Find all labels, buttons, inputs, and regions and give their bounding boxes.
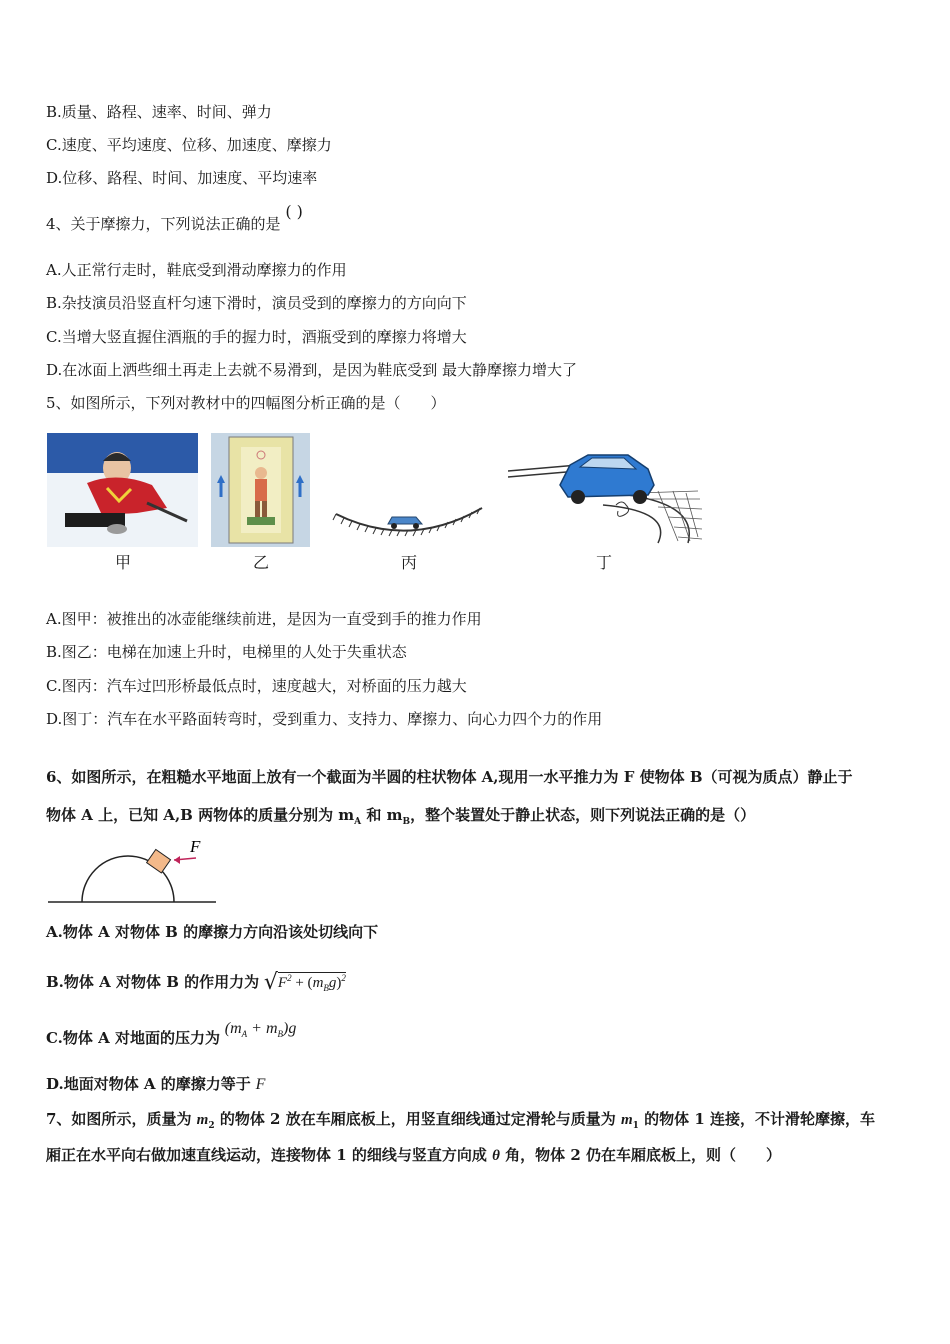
formula-exp2: 2 (341, 973, 346, 983)
q3-option-c: C.速度、平均速度、位移、加速度、摩擦力 (46, 136, 332, 154)
q4-answer-paren: ( ) (285, 202, 303, 221)
c-formula-open: (m (224, 1020, 242, 1037)
q6-option-c-formula (224, 1020, 297, 1040)
q6-option-c-text: C.物体 A 对地面的压力为 (46, 1029, 220, 1047)
q4-option-d: D.在冰面上洒些细土再走上去就不易滑到，是因为鞋底受到 最大静摩擦力增大了 (46, 361, 578, 379)
q7-m1: m (620, 1112, 633, 1128)
q7-m2-sub: 2 (208, 1121, 215, 1131)
c-plus: + m (247, 1020, 278, 1037)
q5-stem: 5、如图所示，下列对教材中的四幅图分析正确的是（ ） (46, 394, 446, 412)
q7-m1-sub: 1 (632, 1121, 639, 1131)
q6-line2-a: 物体 A 上，已知 A,B 两物体的质量分别为 m (46, 806, 355, 824)
q5-option-b: B.图乙：电梯在加速上升时，电梯里的人处于失重状态 (46, 643, 407, 661)
q7-line2-a: 厢正在水平向右做加速直线运动，连接物体 1 的细线与竖直方向成 (46, 1146, 493, 1164)
q6-option-c (46, 1020, 297, 1054)
caption-yi: 乙 (252, 553, 269, 572)
q6-option-d-formula: F (255, 1076, 266, 1093)
q6-sub-b: B (402, 817, 411, 827)
q6-line2-c: ，整个装置处于静止状态，则下列说法正确的是（） (410, 806, 756, 824)
formula-sub-b: B (323, 983, 329, 993)
formula-g: g (328, 975, 337, 991)
q7-m2: m (196, 1112, 209, 1128)
formula-m: m (312, 975, 324, 991)
formula-close: ) (336, 975, 342, 991)
caption-jia: 甲 (114, 553, 131, 572)
c-end: )g (283, 1020, 297, 1037)
sqrt-symbol: √ (263, 970, 278, 995)
elevator-diagram (211, 433, 310, 547)
q7-theta: θ (492, 1148, 500, 1164)
q4-stem-text: 4、关于摩擦力，下列说法正确的是 (46, 215, 281, 233)
q6-option-a: A.物体 A 对物体 B 的摩擦力方向沿该处切线向下 (46, 923, 379, 941)
q7-line1-b: 的物体 2 放在车厢底板上，用竖直细线通过定滑轮与质量为 (214, 1110, 621, 1128)
q4-option-a: A.人正常行走时，鞋底受到滑动摩擦力的作用 (46, 261, 347, 279)
concave-bridge-diagram (332, 480, 487, 540)
q6-option-d-text: D.地面对物体 A 的摩擦力等于 (46, 1075, 251, 1093)
q3-option-d: D.位移、路程、时间、加速度、平均速率 (46, 169, 318, 187)
q6-option-d (46, 1074, 265, 1095)
force-label: F (190, 837, 201, 856)
q3-option-b: B.质量、路程、速率、时间、弹力 (46, 103, 272, 121)
c-sub-b: B (277, 1029, 284, 1040)
q5-option-a: A.图甲：被推出的冰壶能继续前进，是因为一直受到手的推力作用 (46, 610, 482, 628)
caption-bing: 丙 (400, 553, 417, 572)
q6-line2-b: 和 m (361, 806, 403, 824)
q4-option-c: C.当增大竖直握住酒瓶的手的握力时，酒瓶受到的摩擦力将增大 (46, 328, 467, 346)
q6-stem-line2 (46, 805, 755, 832)
q6-sub-a: A (354, 817, 362, 827)
q6-stem-line1: 6、如图所示，在粗糙水平地面上放有一个截面为半圆的柱状物体 A,现用一水平推力为 F 使物体 B（可视为质点）静止于 (46, 768, 853, 786)
formula-exp1: 2 (287, 973, 292, 983)
q4-stem (46, 202, 303, 234)
q7-stem-line1 (46, 1109, 875, 1136)
q7-stem-line2 (46, 1145, 781, 1166)
q5-option-d: D.图丁：汽车在水平路面转弯时，受到重力、支持力、摩擦力、向心力四个力的作用 (46, 710, 603, 728)
q5-option-c: C.图丙：汽车过凹形桥最低点时，速度越大，对桥面的压力越大 (46, 677, 467, 695)
turning-car-diagram (508, 445, 703, 545)
formula-plus: + ( (291, 975, 313, 991)
q6-option-b-formula (263, 970, 346, 995)
c-sub-a: A (241, 1029, 248, 1040)
caption-ding: 丁 (595, 553, 612, 572)
q7-line2-b: 角，物体 2 仍在车厢底板上，则（ ） (499, 1146, 782, 1164)
curling-photo (47, 433, 198, 547)
q7-line1-a: 7、如图所示，质量为 (46, 1110, 197, 1128)
q4-option-b: B.杂技演员沿竖直杆匀速下滑时，演员受到的摩擦力的方向向下 (46, 294, 467, 312)
semicircle-block-diagram (46, 836, 221, 908)
formula-f: F (277, 975, 288, 991)
q6-option-b-text: B.物体 A 对物体 B 的作用力为 (46, 973, 260, 991)
q6-option-b (46, 968, 346, 998)
q7-line1-c: 的物体 1 连接，不计滑轮摩擦，车 (638, 1110, 875, 1128)
